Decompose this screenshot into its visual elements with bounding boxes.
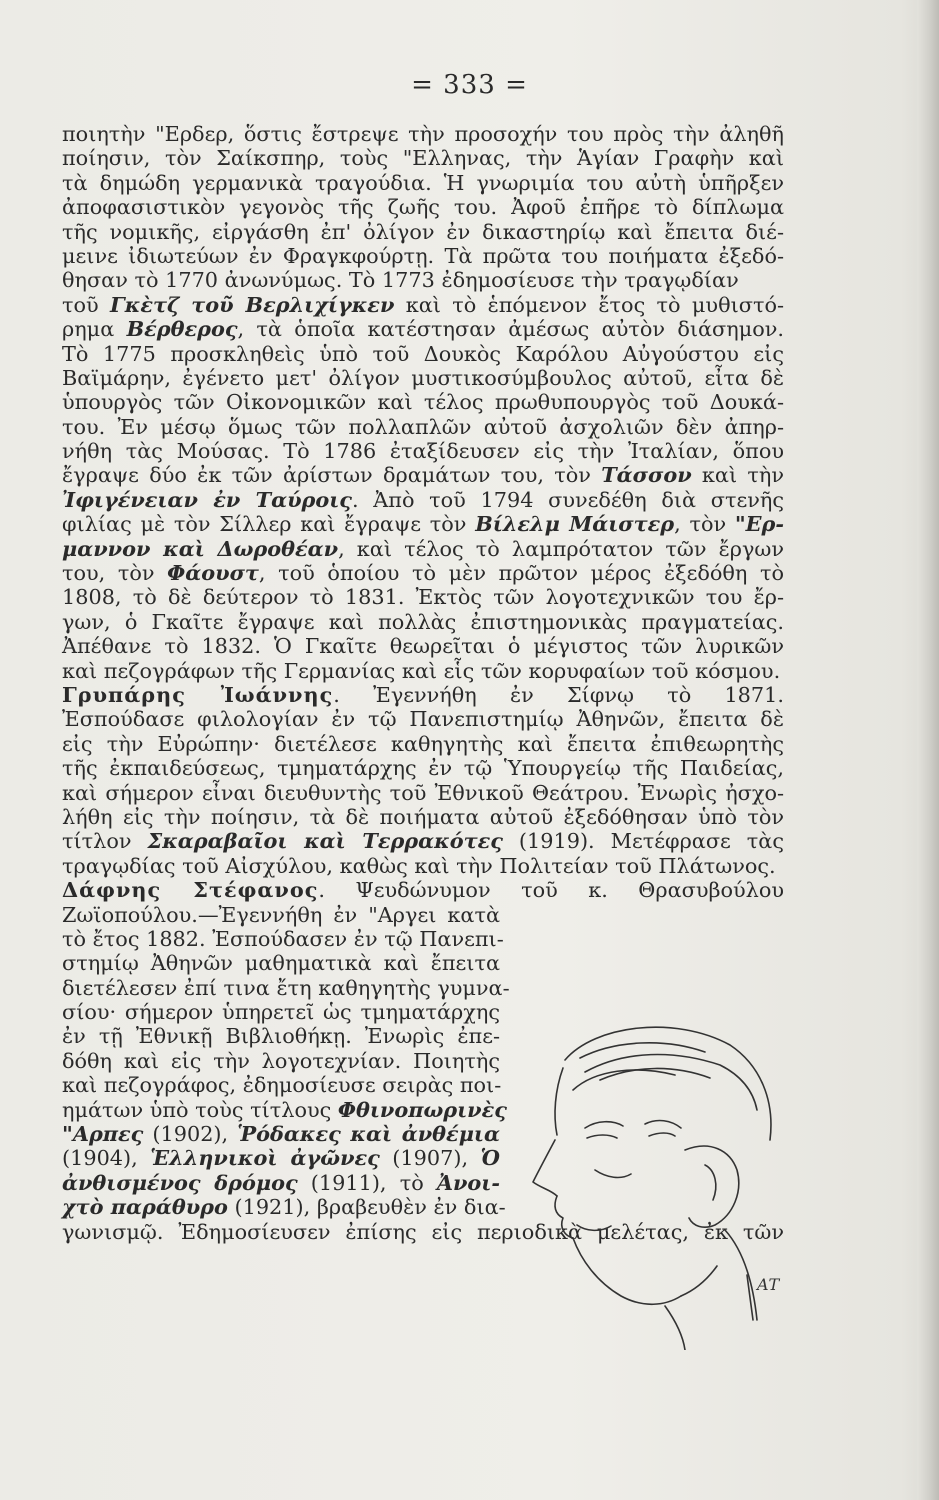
- text-run: τίτλον: [62, 829, 148, 854]
- text-run: καὶ τὸ ἑπόμενον ἔτος τὸ μυθιστό-: [394, 292, 784, 317]
- text-line: [62, 342, 784, 366]
- text-line: [62, 1146, 500, 1170]
- text-run: θησαν τὸ 1770 ἀνωνύμως. Τὸ 1773 ἐδημοσίευσε τὴν τραγῳδίαν: [62, 268, 739, 293]
- emphasized-text: μαννον καὶ Δωροθέαν: [62, 535, 339, 561]
- emphasized-text: χτὸ παράθυρο: [62, 1194, 228, 1220]
- text-run: εἰς τὴν Εὐρώπην· διετέλεσε καθηγητὴς καὶ ἔπειτα ἐπιθεωρητὴς: [62, 731, 784, 756]
- text-line: [62, 1171, 500, 1195]
- text-run: τοῦ: [62, 292, 111, 317]
- text-line: [62, 732, 784, 756]
- emphasized-text: Ἑλληνικοὶ ἀγῶνες: [150, 1145, 380, 1171]
- text-run: Ἐσπούδασε φιλολογίαν ἐν τῷ Πανεπιστημίῳ Ἀθηνῶν, ἔπειτα δὲ: [62, 707, 784, 732]
- text-run: . Ψευδώνυμον τοῦ κ. Θρασυβούλου: [318, 878, 784, 903]
- text-line: [62, 561, 784, 585]
- text-line: [62, 1073, 500, 1097]
- text-run: δόθη καὶ εἰς τὴν λογοτεχνίαν. Ποιητὴς: [62, 1048, 500, 1073]
- text-line: [62, 512, 784, 536]
- text-line: [62, 1194, 506, 1220]
- text-line: [62, 366, 784, 390]
- text-line: [62, 683, 784, 707]
- text-line: [62, 585, 784, 609]
- text-line: [62, 1096, 507, 1122]
- text-line: [62, 244, 784, 268]
- text-run: (1911), τὸ: [297, 1170, 437, 1195]
- text-line: [62, 390, 784, 414]
- text-run: , τοῦ ὁποίου τὸ μὲν πρῶτον μέρος ἐξεδόθη τὸ: [258, 561, 784, 586]
- text-run: (1907),: [379, 1146, 481, 1171]
- text-run: Βαϊμάρην, ἐγένετο μετ' ὀλίγον μυστικοσύμβουλος αὐτοῦ, εἶτα δὲ: [62, 365, 784, 390]
- text-line: [62, 1049, 500, 1073]
- text-run: (1904),: [62, 1146, 151, 1171]
- emphasized-text: ἀνθισμένος δρόμος: [62, 1169, 298, 1195]
- text-run: γωνισμῷ. Ἐδημοσίευσεν ἐπίσης εἰς περιοδικὰ μελέτας, ἐκ τῶν: [62, 1219, 784, 1244]
- text-line: [62, 122, 784, 146]
- text-run: καὶ τὴν: [691, 463, 784, 488]
- portrait-sketch: [525, 1020, 795, 1350]
- text-run: ἀποφασιστικὸν γεγονὸς τῆς ζωῆς του. Ἀφοῦ ἐπῆρε τὸ δίπλωμα: [62, 195, 784, 220]
- text-line: [62, 439, 784, 463]
- text-run: φιλίας μὲ τὸν Σίλλερ καὶ ἔγραψε τὸν: [62, 512, 476, 537]
- text-run: . Ἀπὸ τοῦ 1794 συνεδέθη διὰ στενῆς: [351, 487, 784, 512]
- text-line: [62, 1024, 500, 1048]
- text-line: [62, 537, 784, 561]
- text-run: καὶ πεζογράφων τῆς Γερμανίας καὶ εἷς τῶν κορυφαίων τοῦ κόσμου.: [62, 658, 781, 683]
- text-run: τὸ ἔτος 1882. Ἐσπούδασεν ἐν τῷ Πανεπι-: [62, 926, 504, 951]
- text-line: [62, 488, 784, 512]
- text-run: , τὸν: [674, 512, 735, 537]
- text-run: Τὸ 1775 προσκληθεὶς ὑπὸ τοῦ Δουκὸς Καρόλου Αὐγούστου εἰς: [62, 341, 784, 366]
- text-line: [62, 317, 784, 341]
- emphasized-text: Φθινοπωρινὲς: [337, 1096, 507, 1122]
- text-run: ημάτων ὑπὸ τοὺς τίτλους: [62, 1097, 338, 1122]
- text-line: [62, 878, 784, 902]
- emphasized-text: Σκαραβαῖοι καὶ Τερρακότες: [147, 828, 503, 854]
- text-run: Ζωϊοπούλου.—Ἐγεννήθη ἐν "Αργει κατὰ: [62, 902, 500, 927]
- text-run: νήθη τὰς Μούσας. Τὸ 1786 ἐταξίδευσεν εἰς τὴν Ἰταλίαν, ὅπου: [62, 439, 784, 464]
- emphasized-text: Βέρθερος: [126, 316, 238, 342]
- text-line: [62, 463, 784, 487]
- emphasized-text: "Αρπες: [62, 1121, 144, 1147]
- emphasized-text: Δάφνης Στέφανος: [62, 877, 319, 903]
- text-line: [62, 1122, 500, 1146]
- emphasized-text: Γκὲτζ τοῦ Βερλιχίγκεν: [110, 291, 395, 317]
- text-run: ποιητὴν "Ερδερ, ὅστις ἔστρεψε τὴν προσοχήν του πρὸς τὴν ἀληθῆ: [62, 122, 784, 146]
- page-number: = 333 =: [411, 70, 528, 100]
- text-run: τραγῳδίας τοῦ Αἰσχύλου, καθὼς καὶ τὴν Πολιτείαν τοῦ Πλάτωνος.: [62, 853, 776, 878]
- text-run: ἔγραψε δύο ἐκ τῶν ἀρίστων δραμάτων του, τὸν: [62, 463, 602, 488]
- text-line: [62, 293, 784, 317]
- text-line: [62, 634, 784, 658]
- text-run: ἐν τῇ Ἐθνικῇ Βιβλιοθήκῃ. Ἐνωρὶς ἐπε-: [62, 1024, 500, 1049]
- text-line: [62, 805, 784, 829]
- emphasized-text: Γρυπάρης Ἰωάννης: [62, 681, 334, 707]
- text-line: [62, 756, 784, 780]
- text-line: [62, 195, 784, 219]
- text-run: (1921), βραβευθὲν ἐν δια-: [227, 1195, 506, 1220]
- text-run: σίου· σήμερον ὑπηρετεῖ ὡς τμηματάρχης: [62, 1000, 500, 1025]
- page-edge: [917, 0, 939, 1500]
- emphasized-text: Ἰφιγένειαν ἐν Ταύροις: [62, 486, 352, 512]
- text-run: Ἀπέθανε τὸ 1832. Ὁ Γκαῖτε θεωρεῖται ὁ μέγιστος τῶν λυρικῶν: [62, 634, 784, 659]
- text-run: λήθη εἰς τὴν ποίησιν, τὰ δὲ ποιήματα αὐτοῦ ἐξεδόθησαν ὑπὸ τὸν: [62, 804, 784, 829]
- text-run: τῆς ἐκπαιδεύσεως, τμηματάρχης ἐν τῷ Ὑπουργείῳ τῆς Παιδείας,: [62, 756, 784, 781]
- text-line: [62, 951, 500, 975]
- text-run: στημίῳ Ἀθηνῶν μαθηματικὰ καὶ ἔπειτα: [62, 951, 500, 976]
- emphasized-text: "Ερ-: [734, 511, 784, 537]
- text-line: [62, 781, 784, 805]
- text-run: καὶ σήμερον εἶναι διευθυντὴς τοῦ Ἐθνικοῦ Θεάτρου. Ἐνωρὶς ἠσχο-: [62, 780, 784, 805]
- text-run: (1902),: [143, 1122, 238, 1147]
- text-line: [62, 854, 784, 878]
- text-run: (1919). Μετέφρασε τὰς: [502, 829, 784, 854]
- text-run: διετέλεσεν ἐπί τινα ἔτη καθηγητὴς γυμνα-: [62, 975, 510, 1000]
- portrait-initials: ΑΤ: [757, 1275, 780, 1294]
- text-run: γων, ὁ Γκαῖτε ἔγραψε καὶ πολλὰς ἐπιστημονικὰς πραγματείας.: [62, 609, 784, 634]
- text-run: του. Ἐν μέσῳ ὅμως τῶν πολλαπλῶν αὐτοῦ ἀσχολιῶν δὲν ἀπηρ-: [62, 414, 784, 439]
- text-line: [62, 415, 784, 439]
- text-run: ποίησιν, τὸν Σαίκσπηρ, τοὺς "Ελληνας, τὴν Ἁγίαν Γραφὴν καὶ: [62, 146, 784, 171]
- text-line: [62, 829, 784, 853]
- text-line: [62, 975, 510, 1000]
- emphasized-text: Βίλελμ Μάιστερ: [475, 511, 675, 537]
- text-run: τῆς νομικῆς, εἰργάσθη ἐπ' ὀλίγον ἐν δικαστηρίῳ καὶ ἔπειτα διέ-: [62, 219, 784, 244]
- text-run: καὶ πεζογράφος, ἐδημοσίευσε σειρὰς ποι-: [62, 1073, 502, 1098]
- text-line: [62, 903, 500, 927]
- text-line: [62, 926, 504, 951]
- text-run: 1808, τὸ δὲ δεύτερον τὸ 1831. Ἐκτὸς τῶν λογοτεχνικῶν του ἔρ-: [62, 585, 784, 610]
- text-run: ὑπουργὸς τῶν Οἰκονομικῶν καὶ τέλος πρωθυπουργὸς τοῦ Δουκά-: [62, 390, 784, 415]
- emphasized-text: Ὁ: [480, 1145, 500, 1171]
- text-run: τὰ δημώδη γερμανικὰ τραγούδια. Ἡ γνωριμία του αὐτὴ ὑπῆρξεν: [62, 170, 784, 195]
- text-run: , τὰ ὁποῖα κατέστησαν ἀμέσως αὐτὸν διάσημον.: [237, 317, 784, 342]
- text-line: [62, 707, 784, 731]
- text-line: [62, 268, 784, 292]
- emphasized-text: Φάουστ: [167, 560, 259, 586]
- text-line: [62, 659, 784, 683]
- emphasized-text: Τάσσον: [601, 462, 692, 488]
- text-line: [62, 610, 784, 634]
- text-run: μεινε ἰδιωτεύων ἐν Φραγκφούρτῃ. Τὰ πρῶτα του ποιήματα ἐξεδό-: [62, 243, 784, 268]
- text-line: [62, 220, 784, 244]
- emphasized-text: Ῥόδακες καὶ ἀνθέμια: [237, 1121, 500, 1147]
- text-run: ρημα: [62, 317, 127, 342]
- text-line: [62, 171, 784, 195]
- text-run: . Ἐγεννήθη ἐν Σίφνῳ τὸ 1871.: [333, 682, 784, 707]
- text-run: , καὶ τέλος τὸ λαμπρότατον τῶν ἔργων: [338, 536, 784, 561]
- emphasized-text: Ἀνοι-: [436, 1169, 500, 1195]
- text-line: [62, 1000, 500, 1024]
- text-line: [62, 146, 784, 170]
- text-run: του, τὸν: [62, 561, 168, 586]
